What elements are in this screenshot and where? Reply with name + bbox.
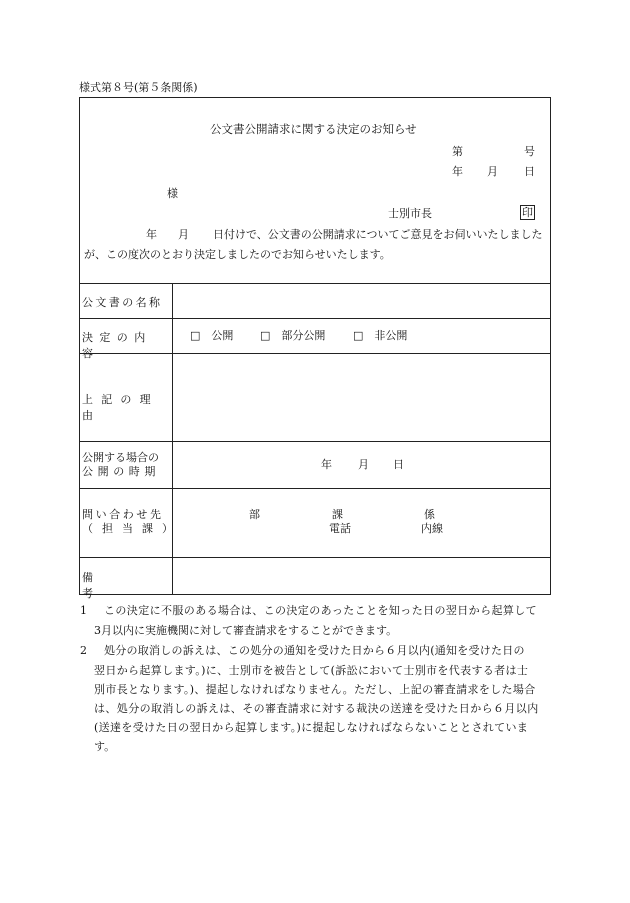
note-2-line6: す。 (94, 740, 116, 753)
note-2-line1: 処分の取消しの訴えは、この処分の通知を受けた日から６月以内(通知を受けた日の (104, 644, 525, 657)
contact-label-line1: 問い合わせ先 (82, 508, 164, 521)
remarks-label (82, 569, 168, 601)
form-number-label: 様式第８号(第５条関係) (79, 81, 198, 94)
note-2-line4: は、処分の取消しの訴えは、その審査請求に対する裁決の送達を受けた日から６月以内 (94, 702, 539, 715)
contact-section: 課 (332, 508, 343, 521)
note-1-line2: 3月以内に実施機関に対して審査請求をすることができます。 (94, 624, 398, 637)
contact-label-line2: （担当課） (82, 522, 182, 535)
doc-name-label (82, 294, 168, 310)
timing-month: 月 (358, 458, 369, 471)
addressee-honorific: 様 (167, 187, 178, 200)
note-1-line1: この決定に不服のある場合は、この決定のあったことを知った日の翌日から起算して (104, 604, 538, 617)
number-prefix: 第 (452, 145, 463, 158)
date-day-label: 日 (524, 165, 535, 178)
contact-unit: 係 (424, 508, 435, 521)
note-2-line2: 翌日から起算します。)に、士別市を被告として(訴訟において士別市を代表する者は士 (94, 664, 529, 677)
option-partial-public[interactable]: □ 部分公開 (260, 329, 326, 342)
timing-label-line1: 公開する場合の (82, 451, 159, 464)
document-title: 公文書公開請求に関する決定のお知らせ (210, 122, 417, 136)
intro-line1: 日付けで、公文書の公開請求についてご意見をお伺いいたしました (213, 228, 543, 241)
timing-label-line2: 公開の時期 (82, 465, 160, 478)
note-2-line3: 別市長となります。)、提起しなければなりません。ただし、上記の審査請求をした場合 (94, 683, 536, 696)
intro-line2: が、この度次のとおり決定しましたのでお知らせいたします。 (84, 248, 391, 261)
number-suffix: 号 (524, 145, 535, 158)
row-divider (79, 557, 551, 558)
remarks-label-text: 備考 (82, 571, 156, 600)
row-divider (79, 283, 551, 284)
timing-year: 年 (321, 458, 332, 471)
intro-year: 年 (146, 228, 157, 241)
doc-name-label-text: 公文書の名称 (82, 296, 163, 309)
note-2-line5: (送達を受けた日の翌日から起算します。)に提起しなければならないこととされていま (94, 721, 529, 734)
timing-day: 日 (393, 458, 404, 471)
row-divider (79, 318, 551, 319)
option-non-public[interactable]: □ 非公開 (353, 329, 408, 342)
contact-extension: 内線 (421, 522, 443, 535)
date-year-label: 年 (452, 165, 463, 178)
row-divider (79, 488, 551, 489)
option-public[interactable]: □ 公開 (190, 329, 234, 342)
reason-label-text: 上記の理由 (82, 393, 159, 422)
decision-label (82, 329, 168, 361)
reason-label (82, 391, 168, 423)
note-1-number: 1 (80, 604, 87, 617)
sender-name: 士別市長 (388, 207, 432, 220)
seal-mark: 印 (522, 206, 533, 219)
note-2-number: 2 (80, 644, 87, 657)
date-month-label: 月 (487, 165, 498, 178)
contact-dept: 部 (249, 508, 260, 521)
row-divider (79, 441, 551, 442)
decision-label-text: 決定の内容 (82, 331, 152, 360)
label-column-divider (172, 283, 173, 594)
contact-phone: 電話 (329, 522, 351, 535)
intro-month: 月 (178, 228, 189, 241)
